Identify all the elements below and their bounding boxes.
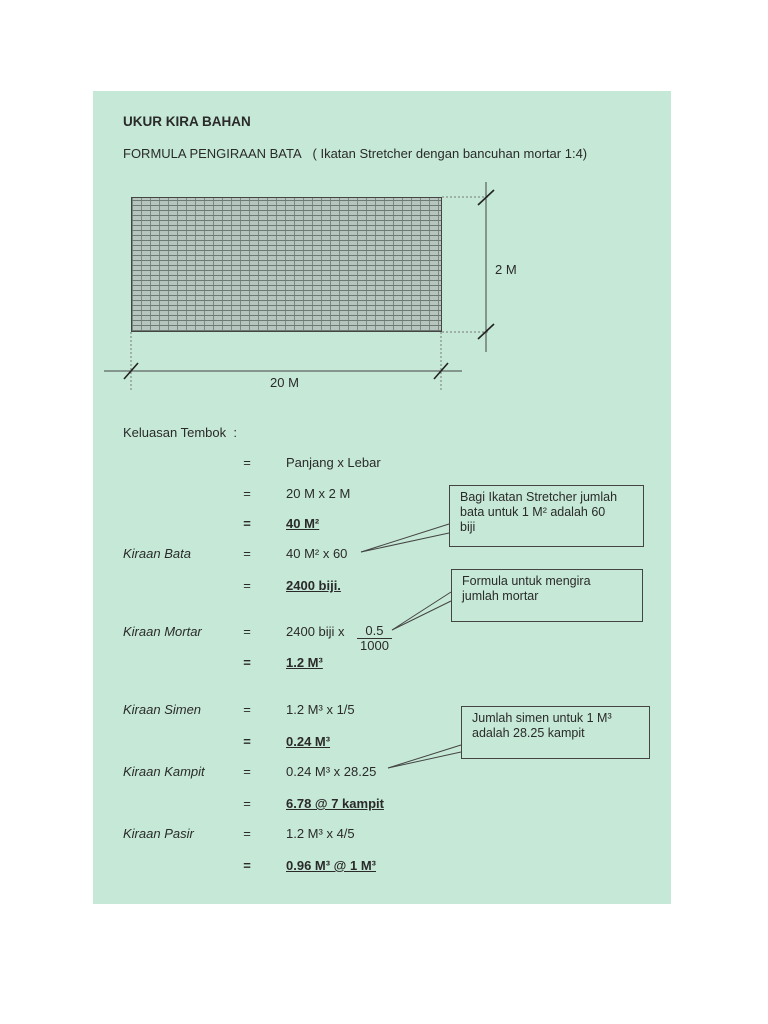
equals-sign: = bbox=[243, 578, 251, 593]
equals-sign: = bbox=[243, 655, 251, 670]
subtitle-main: FORMULA PENGIRAAN BATA bbox=[123, 146, 302, 161]
note-line: jumlah mortar bbox=[462, 589, 539, 603]
area-formula: Panjang x Lebar bbox=[286, 455, 381, 470]
kampit-result: 6.78 @ 7 kampit bbox=[286, 796, 384, 811]
equals-sign: = bbox=[243, 826, 251, 841]
equals-sign: = bbox=[243, 486, 251, 501]
subtitle-note: ( Ikatan Stretcher dengan bancuhan mortar 1:4) bbox=[312, 146, 588, 161]
bata-result: 2400 biji. bbox=[286, 578, 341, 593]
bata-expression: 40 M² x 60 bbox=[286, 546, 348, 561]
equals-sign: = bbox=[243, 516, 251, 531]
mortar-label: Kiraan Mortar bbox=[123, 624, 202, 639]
equals-sign: = bbox=[243, 796, 251, 811]
mortar-numerator: 0.5 bbox=[357, 624, 392, 639]
mortar-fraction bbox=[357, 624, 392, 653]
equals-sign: = bbox=[243, 546, 251, 561]
note-line: Formula untuk mengira bbox=[462, 574, 591, 588]
simen-result: 0.24 M³ bbox=[286, 734, 331, 749]
area-heading-text: Keluasan Tembok bbox=[123, 425, 227, 440]
kampit-expression: 0.24 M³ x 28.25 bbox=[286, 764, 377, 779]
mortar-result: 1.2 M³ bbox=[286, 655, 323, 670]
pasir-label: Kiraan Pasir bbox=[123, 826, 194, 841]
pasir-expression: 1.2 M³ x 4/5 bbox=[286, 826, 355, 841]
note-line: adalah 28.25 kampit bbox=[472, 726, 585, 740]
note-mortar-formula bbox=[451, 569, 643, 622]
mortar-expression: 2400 biji x bbox=[286, 624, 345, 639]
simen-label: Kiraan Simen bbox=[123, 702, 202, 717]
equals-sign: = bbox=[243, 764, 251, 779]
equals-sign: = bbox=[243, 455, 251, 470]
area-heading-colon: : bbox=[233, 425, 237, 440]
page-title: UKUR KIRA BAHAN bbox=[123, 114, 251, 129]
equals-sign: = bbox=[243, 734, 251, 749]
note-line: bata untuk 1 M² adalah 60 bbox=[460, 505, 606, 519]
area-result: 40 M² bbox=[286, 516, 320, 531]
equals-sign: = bbox=[243, 702, 251, 717]
area-substitution: 20 M x 2 M bbox=[286, 486, 351, 501]
note-line: Jumlah simen untuk 1 M³ bbox=[472, 711, 612, 725]
note-bata-per-m2 bbox=[449, 485, 644, 547]
note-line: Bagi Ikatan Stretcher jumlah bbox=[460, 490, 618, 504]
equals-sign: = bbox=[243, 858, 251, 873]
equals-sign: = bbox=[243, 624, 251, 639]
mortar-denominator: 1000 bbox=[360, 638, 389, 653]
pasir-result: 0.96 M³ @ 1 M³ bbox=[286, 858, 376, 873]
simen-expression: 1.2 M³ x 1/5 bbox=[286, 702, 355, 717]
kampit-label: Kiraan Kampit bbox=[123, 764, 205, 779]
height-dimension-label: 2 M bbox=[495, 262, 517, 277]
note-simen-kampit bbox=[461, 706, 650, 759]
width-dimension-label: 20 M bbox=[270, 375, 299, 390]
note-line: biji bbox=[460, 520, 476, 534]
bata-label: Kiraan Bata bbox=[123, 546, 191, 561]
area-heading bbox=[123, 425, 237, 440]
